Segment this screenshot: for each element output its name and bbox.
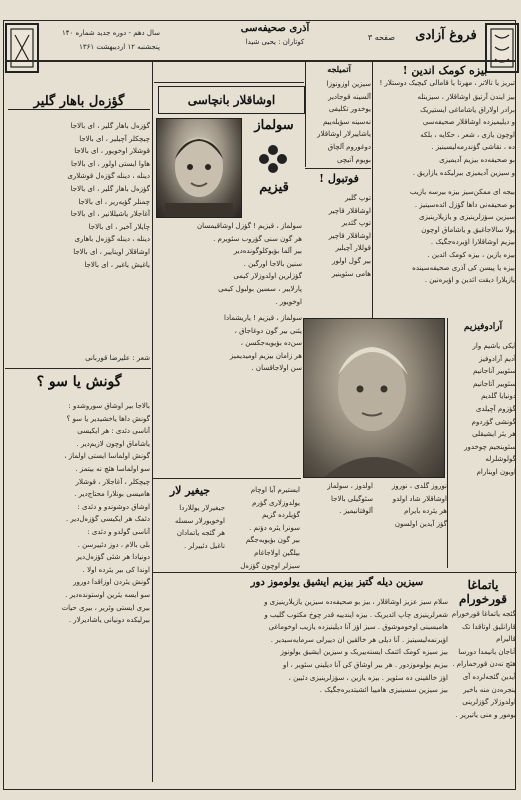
article-lead-help: تبریز یا تالاتر ، مهرتا یا قامالی کیچیک دوستلار ! <box>379 79 515 87</box>
page-number: صفحه ۳ <box>367 33 395 42</box>
article-body-help-2: بیجه ای ممکن‌سیز بیزه بیرسه یازیب بو صحیفه‌نی داها گؤزل ائده‌سینیز . سیزین سؤزلرینیزی و یازیلارینیزی یولا سالاجاغیق و یاشاماق اوچون بیزیم اوشاقلارا اؤیرده‌جگیک . بیزه یازین ، بیزه کومک ائدین . بیزه یا پیسن کی آذری صحیفه‌سینده یازیلارا دیقت ائدین و اؤیره‌نین . <box>409 188 515 285</box>
football-title: فوتبول ! <box>319 172 359 185</box>
bottom-article-title: سیزین دیله گتیز بیزیم ایشیق یولوموز دور <box>250 577 424 588</box>
child-sub-title: قیزیم <box>259 180 289 195</box>
child-name-title: سولماز <box>254 118 294 133</box>
article-title-help: بیزه کومک اندین ! <box>402 64 488 77</box>
children-body-2: سولماز ، قیزیم ! یاریشمادا یئنی بیر گون دوغاجاق ، سن‌ده بؤیویه‌جکسن ، هر زامان بیزیم اومیدیمیز سن اولاجاقسان . <box>224 314 302 373</box>
small-poem-body: سیزین اوزونوزا آلسینه قوجادیر یوخدور تکلیفی نه‌سینه سؤیله‌ییم یاشاییرلار اوشاقلار دوغوروم آلچاق بویوم آتیچی <box>317 80 371 164</box>
issue-number: سال دهم - دوره جدید شماره ۱۴۰ <box>62 29 160 37</box>
issue-date: پنجشنبه ۱۲ اردیبهشت ۱۳۶۱ <box>79 43 160 51</box>
masthead-logo-text: فروغ آزادی <box>415 28 477 43</box>
article-body-help: بیز ایندن آرتیق اوشاقلار ، سیزینله برادر اولاراق یاشاماغی ایستیریک و دیلیمیزده اوشاقلار صحیفه‌سی اوچون یازی ، شعر ، حکایه ، بلکه ده ، نقاشی گؤندرمه‌لیسینیز . بو صحیفه‌ده بیزیم آدیمیزی و سیزین آدیمیزی بیرلیکده یازاریق . <box>412 93 515 177</box>
children-body: سولماز ، قیزیم ! گؤزل اوشاقیمسان هر گون سنی گؤروب سئویرم . بیر آلما بؤیوکلوگونده‌دیر سنین بالاجا اورگین . گؤزلرین اولدوزلار کیمی پارلاییر ، سسین بولبول کیمی اوخویور . <box>196 222 302 306</box>
masthead-editor: کوتاران : یحیی شیدا <box>245 38 305 46</box>
spring-poem-body: گؤزه‌ل باهار گلیر ، ای بالاجا چیچکلر آچیلیر ، ای بالاجا قوشلار اوخویور ، ای بالاجا هاوا ایستی اولور ، ای بالاجا دینله ، دینله گؤزه‌ل قوشلاری گؤزه‌ل باهار گلیر ، ای بالاجا چمنلر گؤیه‌ریر ، ای بالاجا آغاجلار یاشیللانیر ، ای بالاجا چایلار آخیر ، ای بالاجا دینله ، دینله گؤزه‌ل باهاری اوشاقلار اویناییر ، ای بالاجا یاغیش یاغیر ، ای بالاجا <box>67 122 150 269</box>
masthead-title: آذری صحیفه‌سی <box>240 23 310 34</box>
jeyran-body: جیغیرلار یوللاردا اوخویورلار سسله هر گئجه یاتمادان ناغیل دئییرلر . <box>175 504 225 550</box>
jeyran-title: جیغیر لار <box>169 484 211 497</box>
spring-poem-title: گؤزه‌ل باهار گلیر <box>8 94 150 110</box>
photo-caption: اولدوز ، سولماز سئوگیلی بالاجا آلوفتانیمیز . <box>327 482 373 516</box>
page-border <box>3 20 516 790</box>
sleep-body: گئجه یاتماغا قورخورام قارانلیق اوتاقدا تک قالیرام آناجان یانیمدا دورسا هئچ نه‌دن قورخمارام . آیدین گئجه‌لرده آی پنجره‌دن منه باخیر اولدوزلار گؤزلرینی یومور و منی یاتیریر . <box>451 610 516 719</box>
sleep-title: یاتماغا قورخورام <box>459 578 507 606</box>
children-title: اوشاقلار بانچاسی <box>158 86 305 114</box>
center-poem-body: ایستیرم آیا اوچام یولدوزلاری گؤرم گؤیلرده گزیم سونرا یئره دؤنم . بیر گون بؤیویه‌جگم بیلگین اولاجاغام سیزلر اوچون گؤزه‌ل <box>240 486 300 570</box>
sun-water-title: گونش یا سو ؟ <box>36 374 122 390</box>
aradfiz-body: ایکی یاشیم وار آدیم آرادوفیز سئوییر آناجانیم سئوییر آتاجانیم دونیایا گلدیم گؤزوم آچیلدی گونشی گؤردوم هر یئر ایشیقلی سئوینجیم چوخدور گولوشلرله اویون اوینارام <box>464 342 516 476</box>
small-poem-title: آتمیلجه <box>327 64 351 74</box>
sun-water-body: بالاجا بیر اوشاق سوروشدو : گونش داها یاخشیدیر یا سو ؟ آناسی دئدی : هر ایکیسی یاشاماق اوچون لازیم‌دیر . گونش اولماسا ایستی اولماز ، سو اولماسا هئچ نه بیتمز . چیچکلر ، آغاجلار ، قوشلار هامیسی بونلارا محتاج‌دیر . اوشاق دوشوندو و دئدی : دئمک هر ایکیسی گؤزه‌ل‌دیر . آناسی گولدو و دئدی : بلی بالام ، دوز دئییرسن . دونیادا هر شئی گؤزه‌ل‌دیر اوندا کی بیر یئرده اولا . گونش یئردن اوزاقدا دورور سو ایسه یئرین اوستونده‌دیر . بیری ایستی وئریر ، بیری حیات بیرلیکده دونیانی یاشادیرلار . <box>61 402 150 625</box>
aradfiz-title: آرادوفیزیم <box>463 322 503 332</box>
football-body: توپ گلیر اوشاقلار قاچیر توپ گئدیر اوشاقلار قاچیر قوللار آچیلیر بیر گول اولور هامی سئوینیر <box>328 194 371 278</box>
bottom-article-body: سلام سیز عزیز اوشاقلار ، بیز بو صحیفه‌ده سیزین یازیلارینیزی و شعرلرینیزی چاپ ائدیریک . بیزه ایندییه قدر چوخ مکتوب گلیب و هامیسینی اوخومو‌شوق . سیز اؤز آنا دیلینیزده یازیب اوخوماغی اؤیرنمه‌لیسینیز . آنا دیلی هر خالقین ان دییرلی سرمایه‌سیدیر . بیز سیزه کومک ائتمک ایسته‌ییریک و سیزین ایشیق یولونوز بیزیم یولوموزدور . هر بیر اوشاق کی آنا دیلینی سئویر ، او اؤز خالقینی ده سئویر . بیزه یازین ، سؤزلرینیزی دئیین ، بیز سیزین سسینیزی هامییا ائشیتدیره‌جگیک . <box>264 598 448 695</box>
spring-poem-author: شعر : علیرضا قوربانی <box>85 354 150 362</box>
photo-caption-2: نوروز گلدی ، نوروز اوشاقلار شاد اولدو هر یئرده بایرام گؤز آیدین اولسون <box>391 482 447 528</box>
